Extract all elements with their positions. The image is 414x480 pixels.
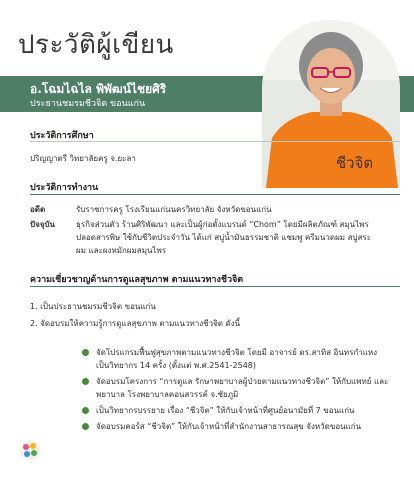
shirt-logo-text: ชีวจิต [336, 154, 374, 172]
bullet-item [82, 420, 392, 433]
expertise-list [30, 298, 240, 332]
bullet-text: จัดอบรมโครงการ “การดูแล รักษาพยาบาลผู้ป่วยตามแนวทางชีวจิต” ให้กับแพทย์ และพยาบาล โรงพยาบาลคอนสวรรค์ จ.ชัยภูมิ [96, 377, 389, 399]
work-value: ธุรกิจส่วนตัว ร้านศิริพัฒนา และเป็นผู้ก่อตั้งแบรนด์ “Chom” โดยมีผลิตภัณฑ์ สมุนไพรปลอดสารพิษ ใช้กับชีวิตประจำวัน ได้แก่ สบู่น้ำมันธรรมชาติ แชมพู ครีมนวดผม สบู่สระผม และผงหมักผมสมุนไพร [76, 220, 372, 255]
author-photo [262, 20, 400, 188]
bullet-item [82, 375, 392, 401]
education-text: ปริญญาตรี วิทยาลัยครู จ.ยะลา [30, 154, 136, 163]
work-key: ปัจจุบัน [30, 220, 55, 229]
bullet-text: เป็นวิทยากรบรรยาย เรื่อง “ชีวจิต” ให้กับเจ้าหน้าที่ศูนย์อนามัยที่ 7 ขอนแก่น [96, 406, 355, 415]
expertise-bullets [82, 346, 392, 436]
bullet-dot-icon [82, 423, 89, 430]
list-item: 2. จัดอบรมให้ความรู้การดูแลสุขภาพ ตามแนวทางชีวจิต ดังนี้ [30, 319, 241, 328]
bullet-item [82, 404, 392, 417]
work-title: ประวัติการทำงาน [30, 183, 99, 193]
divider [30, 286, 400, 287]
work-value: รับราชการครู โรงเรียนแก่นนครวิทยาลัย จังหวัดขอนแก่น [76, 205, 272, 214]
divider [30, 141, 400, 142]
bullet-item [82, 346, 392, 372]
expertise-title: ความเชี่ยวชาญด้านการดูแลสุขภาพ ตามแนวทางชีวจิต [30, 275, 244, 285]
brand-logo-icon [18, 438, 42, 462]
list-item: 1. เป็นประธานชมรมชีวจิต ขอนแก่น [30, 302, 156, 311]
author-name: อ.โฉมไฉไล พิพัฒน์ไชยศิริ [30, 82, 167, 96]
education-title: ประวัติการศึกษา [30, 131, 94, 141]
divider [30, 194, 400, 195]
bullet-dot-icon [82, 407, 89, 414]
page-title: ประวัติผู้เขียน [18, 30, 174, 60]
bullet-dot-icon [82, 349, 89, 356]
work-key: อดีต [30, 205, 46, 214]
author-role: ประธานชมรมชีวจิต ขอนแก่น [30, 99, 146, 109]
bullet-text: จัดโปรแกรมฟื้นฟูสุขภาพตามแนวทางชีวจิต โดยมี อาจารย์ ดร.สาทิส อินทรกำแหง เป็นวิทยากร 14 ครั้ง (ตั้งแต่ พ.ศ.2541-2548) [96, 348, 378, 370]
bullet-dot-icon [82, 378, 89, 385]
bullet-text: จัดอบรมคอร์ส “ชีวจิต” ให้กับเจ้าหน้าที่สำนักงานสาธารณสุข จังหวัดขอนแก่น [96, 422, 362, 431]
